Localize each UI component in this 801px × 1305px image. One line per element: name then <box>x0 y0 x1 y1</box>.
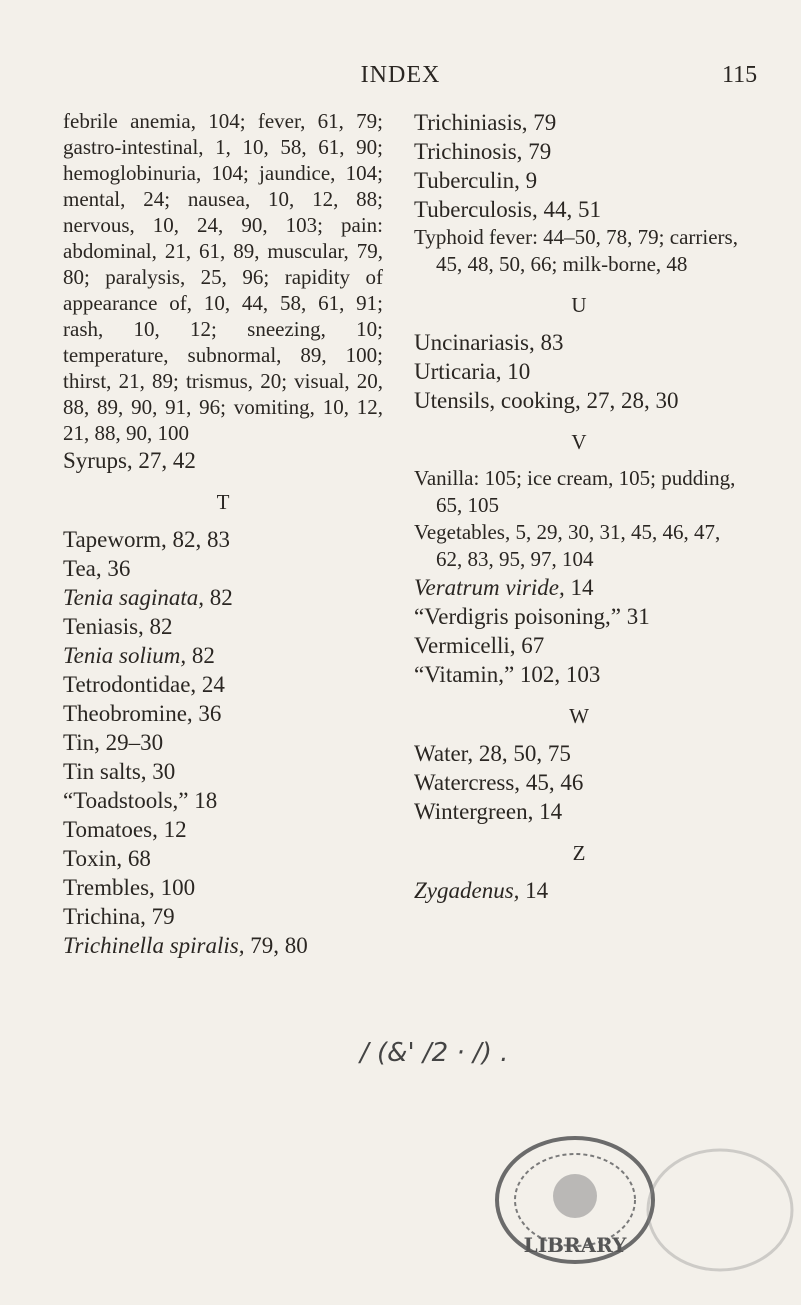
index-entry: Trichiniasis, 79 <box>414 110 557 135</box>
index-entry: Zygadenus, 14 <box>414 878 549 903</box>
index-entry: Tenia saginata, 82 <box>63 585 233 610</box>
index-entry: Urticaria, 10 <box>414 359 531 384</box>
index-entry: Utensils, cooking, 27, 28, 30 <box>414 388 679 413</box>
index-entry: Watercress, 45, 46 <box>414 770 584 795</box>
index-entry: Trichina, 79 <box>63 904 175 929</box>
index-entry: Tomatoes, 12 <box>63 817 187 842</box>
index-entry: Typhoid fever: 44–50, 78, 79; carriers, 45, 48, 50, 66; milk-borne, 48 <box>414 225 738 276</box>
index-entry: Trichinosis, 79 <box>414 139 552 164</box>
index-entry: Teniasis, 82 <box>63 614 173 639</box>
index-entry: Vermicelli, 67 <box>414 633 545 658</box>
letter-heading-u: U <box>571 293 587 317</box>
index-entry: Tin salts, 30 <box>63 759 176 784</box>
page-header-title: INDEX <box>360 62 441 88</box>
index-entry: Tapeworm, 82, 83 <box>63 527 231 552</box>
index-entry: Trichinella spiralis, 79, 80 <box>63 933 308 958</box>
index-entry: Vegetables, 5, 29, 30, 31, 45, 46, 47, 62, 83, 95, 97, 104 <box>414 520 721 571</box>
library-stamp-ghost <box>640 1140 800 1280</box>
page-number: 115 <box>722 62 758 88</box>
left-column <box>63 108 383 960</box>
svg-text:LIBRARY: LIBRARY <box>523 1233 627 1257</box>
letter-heading-w: W <box>569 704 589 728</box>
index-entry: Wintergreen, 14 <box>414 799 563 824</box>
continued-entry-paragraph: febrile anemia, 104; fever, 61, 79; gastro-intestinal, 1, 10, 58, 61, 90; hemoglobinuria, 104; jaundice, 104; mental, 24; nausea, 10, 12, 88; nervous, 10, 24, 90, 103; pain: abdominal, 21, 61, 89, muscular, 79, 80; paralysis, 25, 96; rapidity of appearance of, 10, 44, 58, 61, 91; rash, 10, 12; sneezing, 10; temperature, subnormal, 89, 100; thirst, 21, 89; trismus, 20; visual, 20, 88, 89, 90, 91, 96; vomiting, 10, 12, 21, 88, 90, 100 <box>63 109 383 445</box>
index-entry: Theobromine, 36 <box>63 701 222 726</box>
index-entry: “Toadstools,” 18 <box>63 788 218 813</box>
index-entry: Toxin, 68 <box>63 846 151 871</box>
index-entry: Trembles, 100 <box>63 875 196 900</box>
handwritten-note: / (&' /2 · /) . <box>360 1038 509 1068</box>
index-entry: Tea, 36 <box>63 556 131 581</box>
index-entry: Tuberculosis, 44, 51 <box>414 197 601 222</box>
index-entry: Uncinariasis, 83 <box>414 330 564 355</box>
index-entry: Water, 28, 50, 75 <box>414 741 571 766</box>
library-stamp <box>490 1130 660 1270</box>
index-entry: Tenia solium, 82 <box>63 643 215 668</box>
index-entry-syrups: Syrups, 27, 42 <box>63 448 196 473</box>
index-entry: Tuberculin, 9 <box>414 168 538 193</box>
letter-heading-t: T <box>216 490 230 514</box>
index-entry: Tin, 29–30 <box>63 730 164 755</box>
index-entry: “Verdigris poisoning,” 31 <box>414 604 650 629</box>
index-entry: Tetrodontidae, 24 <box>63 672 225 697</box>
index-entry: Vanilla: 105; ice cream, 105; pudding, 65, 105 <box>414 466 736 517</box>
letter-heading-z: Z <box>572 841 586 865</box>
letter-heading-v: V <box>571 430 587 454</box>
index-entry: “Vitamin,” 102, 103 <box>414 662 601 687</box>
index-entry: Veratrum viride, 14 <box>414 575 594 600</box>
right-column <box>414 108 744 905</box>
